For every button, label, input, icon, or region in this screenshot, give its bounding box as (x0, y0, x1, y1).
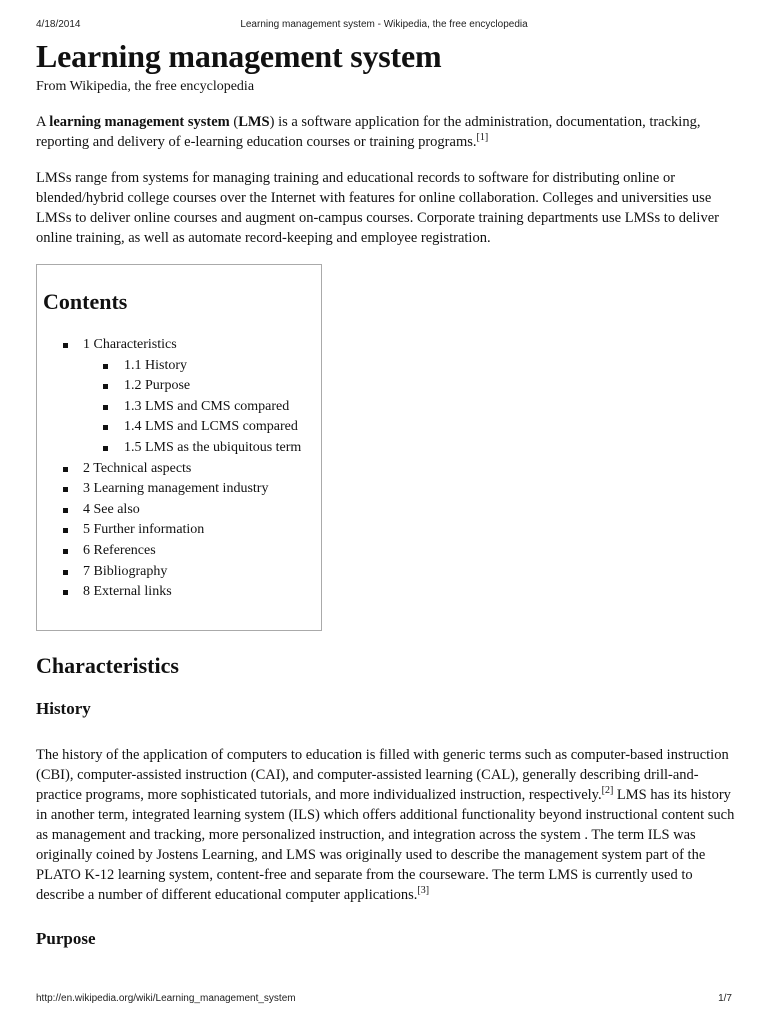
reference-link-1[interactable]: [1] (476, 132, 489, 144)
toc-item-lms-cms[interactable]: 1.3 LMS and CMS compared (103, 397, 321, 418)
toc-sublist (83, 356, 321, 459)
toc-heading: Contents (43, 289, 128, 314)
toc-item-technical-aspects[interactable]: 2 Technical aspects (63, 459, 321, 480)
print-footer (36, 993, 732, 1007)
toc-item-characteristics[interactable]: 1 Characteristics 1.1 History 1.2 Purpose 1.3 LMS and CMS compared 1.4 LMS and LCMS compared 1.5 LMS as the ubiquitous term (63, 335, 321, 459)
term-lms: learning management system (49, 114, 230, 130)
print-title: Learning management system - Wikipedia, the free encyclopedia (240, 19, 528, 30)
toc-list (43, 335, 321, 603)
toc-item-external-links[interactable]: 8 External links (63, 582, 321, 603)
subsection-heading-purpose: Purpose (36, 929, 96, 948)
reference-link-3[interactable]: [3] (417, 885, 430, 897)
toc-item-lms-lcms[interactable]: 1.4 LMS and LCMS compared (103, 417, 321, 438)
toc-item-bibliography[interactable]: 7 Bibliography (63, 562, 321, 583)
section-heading-characteristics: Characteristics (36, 653, 179, 678)
page-title: Learning management system (36, 38, 442, 74)
print-url: http://en.wikipedia.org/wiki/Learning_management_system (36, 993, 296, 1004)
page-number: 1/7 (718, 993, 732, 1004)
toc-item-references[interactable]: 6 References (63, 541, 321, 562)
reference-link-2[interactable]: [2] (601, 785, 614, 797)
toc-item-see-also[interactable]: 4 See also (63, 500, 321, 521)
article (36, 36, 736, 951)
page-subtitle: From Wikipedia, the free encyclopedia (36, 79, 255, 94)
table-of-contents (36, 264, 322, 631)
toc-item-ubiquitous-term[interactable]: 1.5 LMS as the ubiquitous term (103, 438, 321, 459)
print-date: 4/18/2014 (36, 19, 81, 30)
intro-paragraph: A learning management system (LMS) is a software application for the administration, documentation, tracking, reporting and delivery of e-learning education courses or training programs.[1] (36, 114, 701, 150)
print-header (36, 19, 732, 33)
abbr-lms: LMS (238, 114, 270, 130)
subsection-heading-history: History (36, 699, 91, 718)
toc-item-history[interactable]: 1.1 History (103, 356, 321, 377)
toc-item-further-information[interactable]: 5 Further information (63, 520, 321, 541)
toc-item-industry[interactable]: 3 Learning management industry (63, 479, 321, 500)
history-paragraph: The history of the application of computers to education is filled with generic terms such as computer-based instruction (CBI), computer-assisted instruction (CAI), and computer-assisted learning (CAL), generally describing drill-and-practice programs, more sophisticated tutorials, and more individualized instruction, respectively.[2] LMS has its history in another term, integrated learning system (ILS) which offers additional functionality beyond instructional content such as management and tracking, more personalized instruction, and integration across the system . The term ILS was originally coined by Jostens Learning, and LMS was originally used to describe the management system part of the PLATO K-12 learning system, content-free and separate from the courseware. The term LMS is currently used to describe a number of different educational computer applications.[3] (36, 747, 735, 903)
overview-paragraph: LMSs range from systems for managing training and educational records to software for distributing online or blended/hybrid college courses over the Internet with features for online collaboration. Colleges and universities use LMSs to deliver online courses and augment on-campus courses. Corporate training departments use LMSs to deliver online training, as well as automate record-keeping and employee registration. (36, 170, 719, 246)
toc-item-purpose[interactable]: 1.2 Purpose (103, 376, 321, 397)
